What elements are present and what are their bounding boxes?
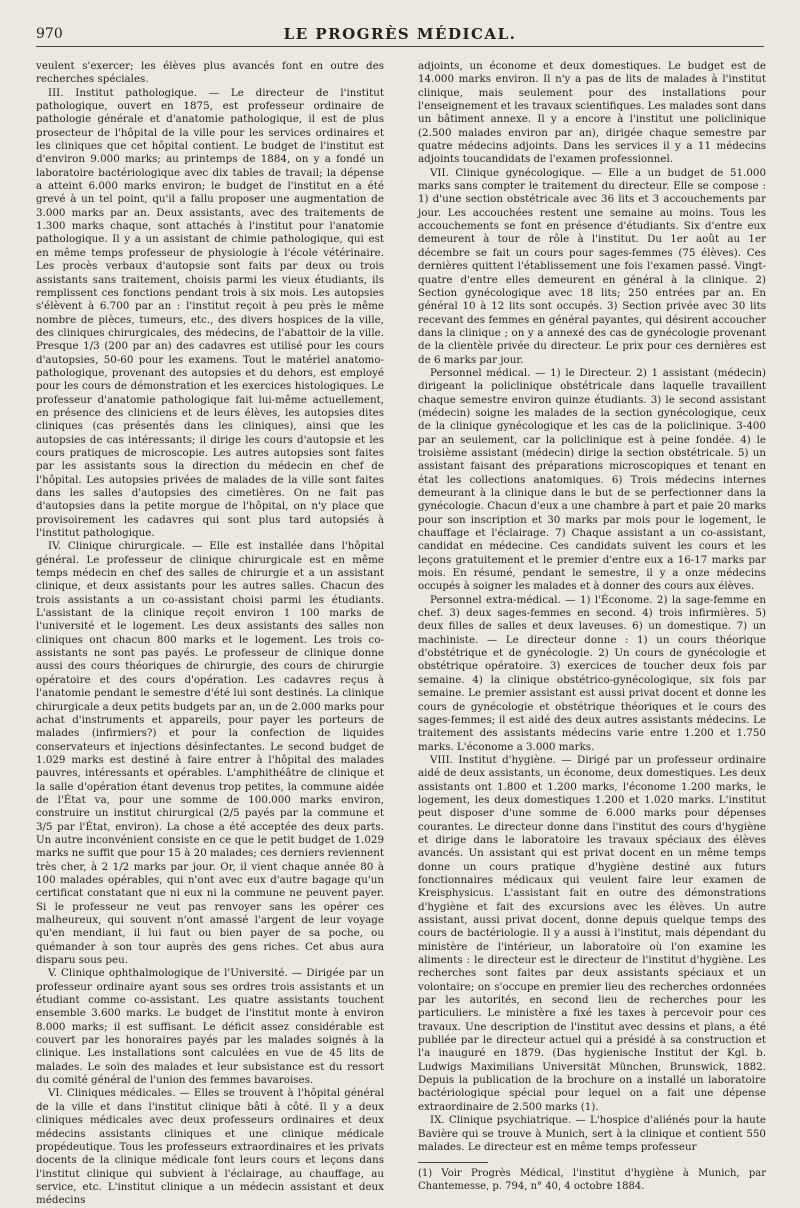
page-number: 970: [36, 26, 63, 42]
paragraph: IX. Clinique psychiatrique. — L'hospice d'aliénés pour la haute Bavière qui se trouve à Munich, sert à la clinique et contient 550 malades. Le directeur est en même temps professeur: [418, 1114, 766, 1153]
right-column: [418, 60, 766, 1193]
left-column: [36, 60, 384, 1207]
page-header: [36, 24, 764, 47]
paragraph: V. Clinique ophthalmologique de l'Université. — Dirigée par un professeur ordinaire ayant sous ses ordres trois assistants et un étudiant comme co-assistant. Les quatre assistants touchent ensemble 3.600 marks. Le budget de l'institut monte à environ 8.000 marks; il est suffisant. Le déficit assez considérable est couvert par les honoraires payés par les malades soignés à la clinique. Les installations sont calculées en vue de 45 lits de malades. Le soin des malades et leur subsistance est du ressort du comité général de l'union des femmes bavaroises.: [36, 967, 384, 1087]
paragraph: veulent s'exercer; les élèves plus avancés font en outre des recherches spéciales.: [36, 60, 384, 86]
paragraph: VI. Cliniques médicales. — Elles se trouvent à l'hôpital général de la ville et dans l'institut clinique bâti à côté. Il y a deux cliniques médicales avec deux professeurs ordinaires et deux médecins assistants cliniques et une clinique médicale propédeutique. Tous les professeurs extraordinaires et les privats docents de la clinique médicale font leurs cours et leçons dans l'institut clinique qui subvient à l'éclairage, au chauffage, au service, etc. L'institut clinique a un médecin assistant et deux médecins: [36, 1087, 384, 1207]
paragraph: Personnel extra-médical. — 1) l'Économe. 2) la sage-femme en chef. 3) deux sages-femmes en second. 4) trois infirmières. 5) deux filles de salles et deux laveuses. 6) un domestique. 7) un machiniste. — Le directeur donne : 1) un cours théorique d'obstétrique et de gynécologie. 2) Un cours de gynécologie et obstétrique opératoire. 3) exercices de toucher deux fois par semaine. 4) la clinique obstétrico-gynécologique, six fois par semaine. Le premier assistant est aussi privat docent et donne les cours de gynécologie et obstétrique théoriques et le cours des sages-femmes; il est aidé des deux autres assistants médecins. Le traitement des assistants médecins varie entre 1.200 et 1.750 marks. L'économe a 3.000 marks.: [418, 593, 766, 753]
paragraph: adjoints, un économe et deux domestiques. Le budget est de 14.000 marks environ. Il n'y a pas de lits de malades à l'institut clinique, mais seulement pour des installations pour l'enseignement et les travaux scientifiques. Les malades sont dans un bâtiment annexe. Il y a encore à l'institut une policlinique (2.500 malades environ par an), dirigée chaque semestre par quatre médecins adjoints. Dans les services il y a 11 médecins adjoints toucandidats de l'examen professionnel.: [418, 60, 766, 166]
paragraph: VII. Clinique gynécologique. — Elle a un budget de 51.000 marks sans compter le traitement du directeur. Elle se compose : 1) d'une section obstétricale avec 36 lits et 3 accouchements par jour. Les accouchées restent une semaine au moins. Tous les accouchements se font en présence d'étudiants. Six d'entre eux demeurent à tour de rôle à l'institut. Du 1er août au 1er décembre se fait un cours pour sages-femmes (75 élèves). Ces dernières quittent l'établissement une fois l'examen passé. Vingt-quatre d'entre elles demeurent en général à la clinique. 2) Section gynécologique avec 18 lits; 250 entrées par an. En général 10 à 12 lits sont occupés. 3) Section privée avec 30 lits recevant des femmes en général payantes, qui désirent accoucher dans la clinique ; on y a annexé des cas de gynécologie provenant de la clientèle privée du directeur. Le prix pour ces dernières est de 6 marks par jour.: [418, 166, 766, 366]
footnote-divider: [418, 1162, 488, 1163]
paragraph: IV. Clinique chirurgicale. — Elle est installée dans l'hôpital général. Le professeur de clinique chirurgicale est en même temps médecin en chef des salles de chirurgie et a un assistant clinique, et deux assistants pour les autres salles. Chacun des trois assistants a un co-assistant choisi parmi les étudiants. L'assistant de la clinique reçoit environ 1 100 marks de l'université et le logement. Les deux assistants des salles non cliniques ont chacun 800 marks et le logement. Les trois co-assistants ne sont pas payés. Le professeur de clinique donne aussi des cours théoriques de chirurgie, des cours de chirurgie opératoire et des cours d'opération. Les cadavres reçus à l'anatomie pendant le semestre d'été lui sont destinés. La clinique chirurgicale a deux petits budgets par an, un de 2.000 marks pour achat d'instruments et appareils, pour payer les porteurs de malades (infirmiers?) et pour la confection de liquides conservateurs et injections désinfectantes. Le second budget de 1.029 marks est destiné à faire entrer à l'hôpital des malades pauvres, intéressants et opérables. L'amphithéâtre de clinique et la salle d'opération étant devenus trop petites, la commune aidée de l'État va, pour une somme de 100.000 marks environ, construire un institut chirurgical (2/5 payés par la commune et 3/5 par l'État, environ). La chose a été acceptée des deux parts. Un autre inconvénient consiste en ce que le petit budget de 1.029 marks ne suffit que pour 15 à 20 malades; ces derniers reviennent très cher, à 2 1/2 marks par jour. Or, il vient chaque année 80 à 100 malades opérables, qui n'ont avec eux d'autre bagage qu'un certificat constatant que ni eux ni la commune ne peuvent payer. Si le professeur ne veut pas renvoyer sans les opérer ces malheureux, qui souvent n'ont amassé l'argent de leur voyage qu'en mendiant, il lui faut ou bien payer de sa poche, ou quémander à son tour auprès des gens riches. Cet abus aura disparu sous peu.: [36, 540, 384, 967]
footnote: (1) Voir Progrès Médical, l'institut d'hygiène à Munich, par Chantemesse, p. 794, n° 40, 4 octobre 1884.: [418, 1168, 766, 1193]
running-title: LE PROGRÈS MÉDICAL.: [283, 25, 517, 43]
paragraph: Personnel médical. — 1) le Directeur. 2) 1 assistant (médecin) dirigeant la policlinique obstétricale dans laquelle travaillent chaque semestre environ quinze étudiants. 3) le second assistant (médecin) soigne les malades de la section gynécologique, ceux de la clinique gynécologique et les cas de la policlinique. 3-400 par an seulement, car la policlinique est à peine fondée. 4) le troisième assistant (médecin) dirige la section obstétricale. 5) un assistant faisant des préparations microscopiques et tenant en état les collections anatomiques. 6) Trois médecins internes demeurant à la clinique dans le but de se perfectionner dans la gynécologie. Chacun d'eux a une chambre à part et paie 20 marks pour son inscription et 30 marks par mois pour le logement, le chauffage et l'éclairage. 7) Chaque assistant a un co-assistant, candidat en médecine. Ces candidats suivent les cours et les leçons gratuitement et le premier d'entre eux a 16-17 marks par mois. En résumé, pendant le semestre, il y a onze médecins occupés à soigner les malades et à donner des cours aux élèves.: [418, 366, 766, 593]
paragraph: III. Institut pathologique. — Le directeur de l'institut pathologique, ouvert en 1875, est professeur ordinaire de pathologie générale et d'anatomie pathologique, il est de plus prosecteur de l'hôpital de la ville pour les services ordinaires et les cliniques que cet hôpital contient. Le budget de l'institut est d'environ 9.000 marks; au printemps de 1884, on y a fondé un laboratoire bactériologique avec dix tables de travail; la dépense a atteint 6.000 marks environ; le budget de l'institut en a été grevé à un tel point, qu'il a fallu proposer une augmentation de 3.000 marks par an. Deux assistants, avec des traitements de 1.300 marks chaque, sont attachés à l'institut pour l'anatomie pathologique. Il y a un assistant de chimie pathologique, qui est en même temps professeur de physiologie à l'école vétérinaire. Les procès verbaux d'autopsie sont faits par deux ou trois assistants sans traitement, choisis parmi les vieux étudiants, ils remplissent ces fonctions pendant trois à six mois. Les autopsies s'élèvent à 6.700 par an : l'institut reçoit à peu près le même nombre de pièces, tumeurs, etc., des divers hospices de la ville, des cliniques chirurgicales, des médecins, de l'abattoir de la ville. Presque 1/3 (200 par an) des cadavres est utilisé pour les cours d'autopsies, 50-60 pour les examens. Tout le matériel anatomo-pathologique, provenant des autopsies et du dehors, est employé pour les cours de démonstration et les exercices histologiques. Le professeur d'anatomie pathologique fait lui-même actuellement, en présence des cliniciens et de leurs élèves, les autopsies dites cliniques (cas présentés dans les cliniques), ainsi que les autopsies de cas intéressants; il dirige les cours d'autopsie et les cours pratiques de microscopie. Les autres autopsies sont faites par les assistants sous la direction du médecin en chef de l'hôpital. Les autopsies privées de malades de la ville sont faites dans les salles d'autopsies des cimetières. On ne fait pas d'autopsies dans la petite morgue de l'hôpital, on n'y place que provisoirement les cadavres qui sont plus tard autopsiés à l'institut pathologique.: [36, 86, 384, 540]
paragraph: VIII. Institut d'hygiène. — Dirigé par un professeur ordinaire aidé de deux assistants, un économe, deux domestiques. Les deux assistants ont 1.800 et 1.200 marks, l'économe 1.200 marks, le logement, les deux domestiques 1.200 et 1.020 marks. L'institut peut disposer d'une somme de 6.000 marks pour dépenses courantes. Le directeur donne dans l'institut des cours d'hygiène et dirige dans le laboratoire les travaux spéciaux des élèves avancés. Un assistant qui est privat docent en un même temps donne un cours pratique d'hygiène destiné aux futurs fonctionnaires médicaux qui veulent faire leur examen de Kreisphysicus. L'assistant fait en outre des démonstrations d'hygiène et fait des excursions avec les élèves. Un autre assistant, aussi privat docent, donne depuis quelque temps des cours de bactériologie. Il y a aussi à l'institut, mais dépendant du ministère de l'intérieur, un laboratoire où l'on examine les aliments : le directeur est le directeur de l'institut d'hygiène. Les recherches sont faites par deux assistants spéciaux et un volontaire; on s'occupe en premier lieu des recherches ordonnées par les autorités, en second lieu de recherches pour les particuliers. Le ministère a fixé les taxes à percevoir pour ces travaux. Une description de l'institut avec dessins et plans, a été publiée par le directeur actuel qui a présidé à sa construction et l'a inauguré en 1879. (Das hygienische Institut der Kgl. b. Ludwigs Maximilians Universität München, Brunswick, 1882. Depuis la publication de la brochure on a installé un laboratoire bactériologique spécial pour lequel on a fait une dépense extraordinaire de 2.500 marks (1).: [418, 753, 766, 1113]
